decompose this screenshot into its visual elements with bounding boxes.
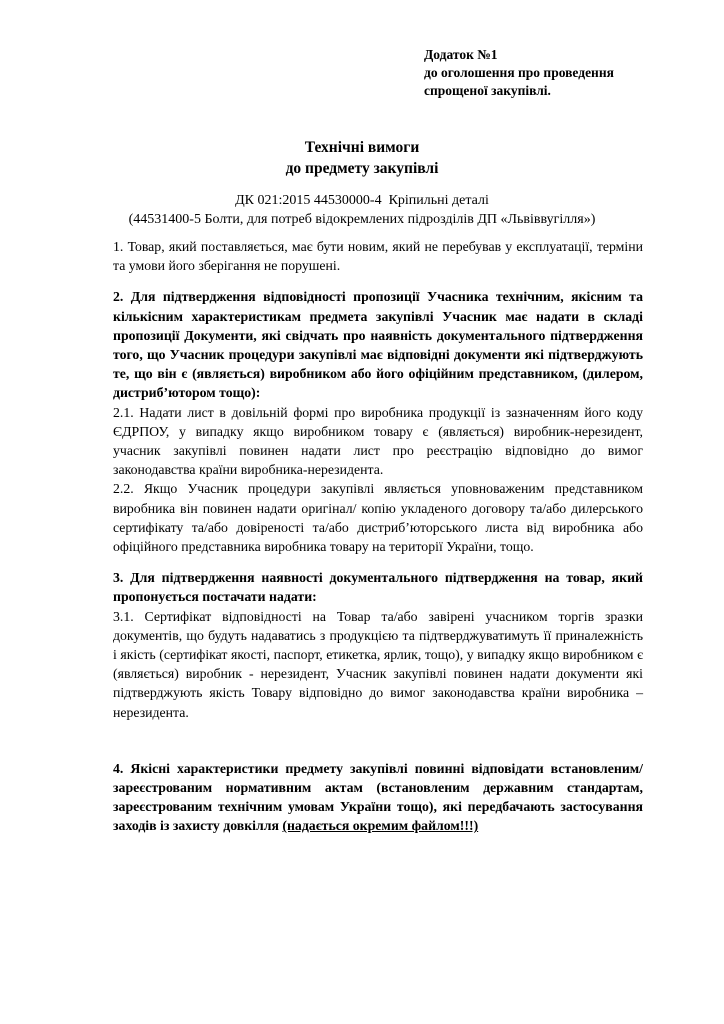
section-2-item-1: 2.1. Надати лист в довільній формі про виробника продукції із зазначенням його коду ЄДРПОУ, у випадку якщо виробником товару є (являється) виробник-нерезидент, учасник закупівлі повинен надати лист про реєстрацію відповідно до вимог законодавства країни виробника-нерезидента. <box>113 404 643 478</box>
annex-note <box>424 46 694 100</box>
section-3-item-1: 3.1. Сертифікат відповідності на Товар та/або завірені учасником торгів зразки документів, що будуть надаватись з продукцією та підтверджуватимуть її приналежність і якість (сертифікат якості, паспорт, етикетка, ярлик, тощо), у випадку якщо виробником є (являється) виробник - нерезидент, Учасник закупівлі повинен надати документи які підтверджують якість Товару відповідно до вимог законодавства країни виробника – нерезидента. <box>113 608 643 720</box>
subject-code-line: ДК 021:2015 44530000-4 Кріпильні деталі <box>235 193 489 208</box>
title-line-2: до предмету закупівлі <box>285 160 439 177</box>
subject-detail-line: (44531400-5 Болти, для потреб відокремлених підрозділів ДП «Львіввугілля») <box>128 212 596 227</box>
section-4-main: 4. Якісні характеристики предмету закупівлі повинні відповідати встановленим/зареєстрованим нормативним актам (встановленим державним стандартам, зареєстрованим технічним умовам України тощо), які передбачають застосування заходів із захисту довкілля <box>113 760 643 834</box>
title-line-1: Технічні вимоги <box>304 139 420 156</box>
document-title <box>0 137 724 179</box>
procurement-subject <box>0 191 724 229</box>
section-1-text: 1. Товар, який поставляється, має бути новим, який не перебував у експлуатації, терміни та умови його зберігання не порушені. <box>113 239 643 274</box>
section-4-file-note: (надається окремим файлом!!!) <box>282 818 479 834</box>
annex-line-2: до оголошення про проведення <box>424 65 614 80</box>
section-4-text <box>113 759 643 836</box>
section-2-item-2: 2.2. Якщо Учасник процедури закупівлі являється уповноваженим представником виробника він повинен надати оригінал/ копію укладеного договору та/або дилерського сертифікату та/або довіреності та/або дистриб’юторського листа від виробника або офіційного представника виробника товару на території України, тощо. <box>113 481 643 555</box>
section-2-heading: 2. Для підтвердження відповідності пропозиції Учасника технічним, якісним та кількісним характеристикам предмета закупівлі Учасник має надати в складі пропозиції Документи, які свідчать про наявність документального підтвердження того, що Учасник процедури закупівлі має відповідні документи які підтверджують те, що він є (являється) виробником або його офіційним представником, (дилером, дистриб’ютором тощо): <box>113 289 643 401</box>
annex-line-3: спрощеної закупівлі. <box>424 83 551 98</box>
section-3-heading: 3. Для підтвердження наявності документального підтвердження на товар, який пропонується постачати надати: <box>113 570 643 605</box>
requirements-body <box>113 237 643 836</box>
annex-line-1: Додаток №1 <box>424 47 498 62</box>
